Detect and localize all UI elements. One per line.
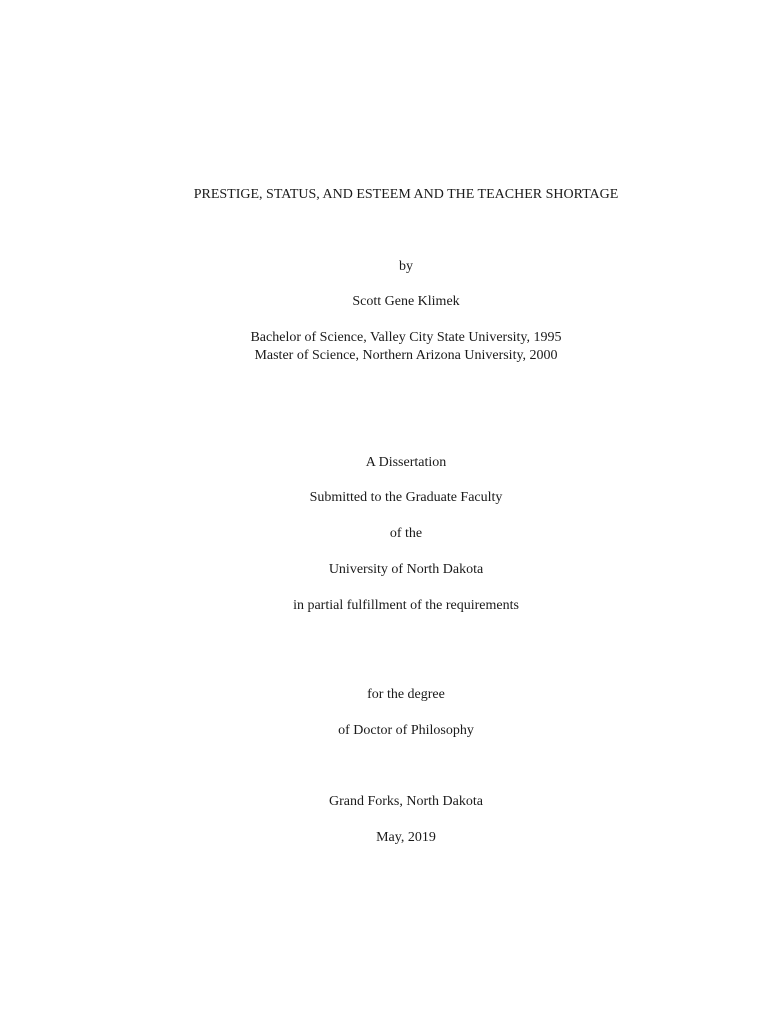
prior-degree-master: Master of Science, Northern Arizona University, 2000 [254,348,558,363]
prior-degree-bachelor: Bachelor of Science, Valley City State University, 1995 [250,330,562,345]
degree-name: of Doctor of Philosophy [338,723,474,738]
place-line: Grand Forks, North Dakota [329,794,483,809]
author-name: Scott Gene Klimek [352,294,460,309]
partial-fulfillment-line: in partial fulfillment of the requirements [293,598,519,613]
by-line: by [399,259,413,274]
dissertation-title: PRESTIGE, STATUS, AND ESTEEM AND THE TEACHER SHORTAGE [193,187,619,202]
of-the-line: of the [389,526,423,541]
for-the-degree-line: for the degree [367,687,445,702]
submitted-to-line: Submitted to the Graduate Faculty [309,490,503,505]
dissertation-label: A Dissertation [365,455,447,470]
university-name: University of North Dakota [328,562,484,577]
date-line: May, 2019 [376,830,436,845]
